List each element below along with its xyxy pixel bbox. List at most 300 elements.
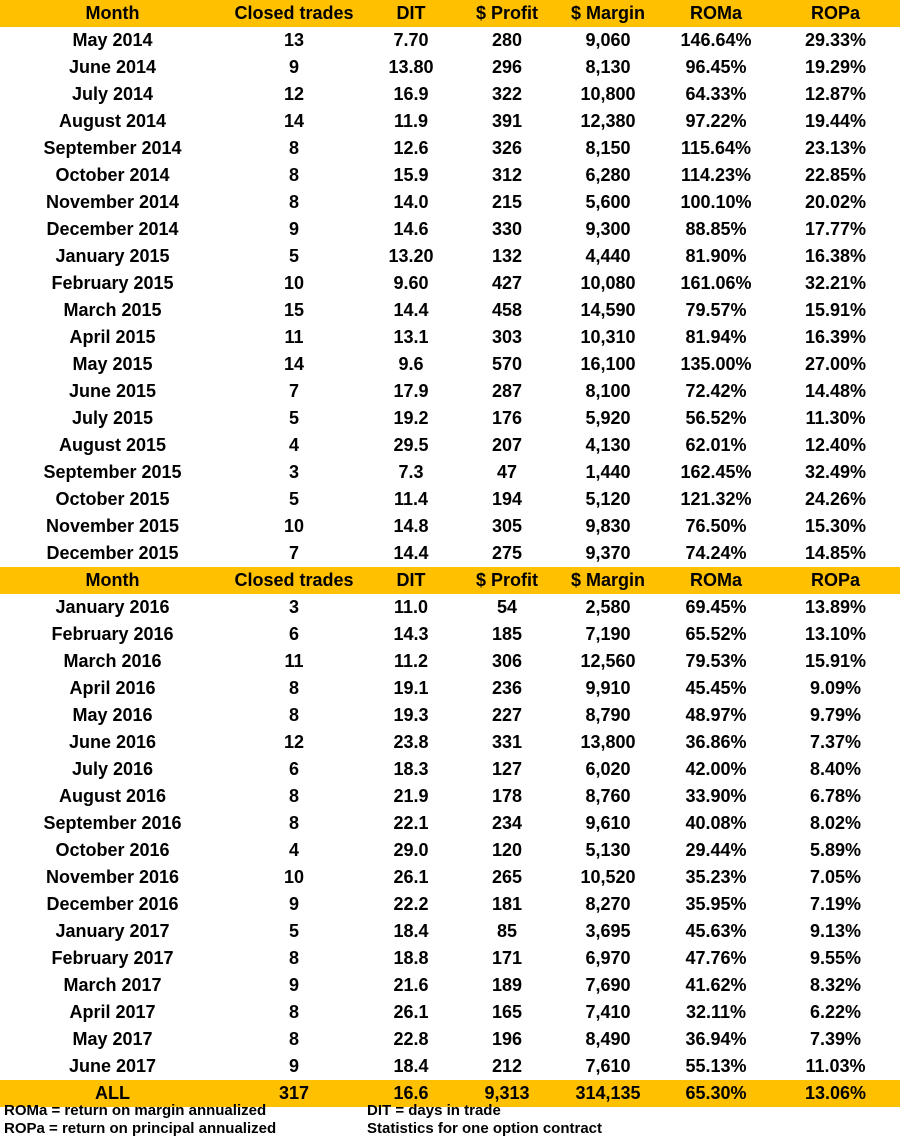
cell-month: December 2016 (46, 894, 179, 914)
cell-margin: 7,190 (585, 624, 631, 644)
header-cell-ropa: ROPa (810, 3, 861, 23)
cell-profit: 305 (491, 516, 523, 536)
cell-closed-trades: 3 (288, 462, 299, 482)
cell-dit: 22.8 (393, 1029, 429, 1049)
cell-roma: 69.45% (685, 597, 747, 617)
header-cell-margin: $ Margin (570, 3, 645, 23)
table-row (0, 594, 900, 621)
cell-month: April 2017 (69, 1002, 156, 1022)
cell-margin: 8,490 (585, 1029, 631, 1049)
cell-month: March 2015 (63, 300, 162, 320)
table-row (0, 378, 900, 405)
cell-roma: 40.08% (685, 813, 747, 833)
cell-ropa: 7.37% (809, 732, 862, 752)
cell-margin: 2,580 (585, 597, 631, 617)
cell-profit: 391 (491, 111, 523, 131)
cell-closed-trades: 9 (288, 1056, 299, 1076)
table-row (0, 1053, 900, 1080)
table-row (0, 297, 900, 324)
cell-ropa: 15.30% (804, 516, 867, 536)
cell-dit: 18.3 (393, 759, 429, 779)
cell-profit: 181 (491, 894, 523, 914)
table-row (0, 486, 900, 513)
cell-dit: 18.4 (393, 1056, 429, 1076)
cell-closed-trades: 11 (284, 327, 304, 347)
table-row (0, 810, 900, 837)
note-roma: ROMa = return on margin annualized (4, 1102, 267, 1119)
cell-month: June 2014 (68, 57, 157, 77)
cell-closed-trades: 9 (288, 219, 299, 239)
table-row (0, 324, 900, 351)
table-row (0, 783, 900, 810)
cell-margin: 5,600 (585, 192, 631, 212)
cell-profit: 458 (491, 300, 523, 320)
cell-dit: 18.4 (393, 921, 429, 941)
cell-month: August 2014 (58, 111, 167, 131)
cell-profit: 196 (491, 1029, 523, 1049)
cell-profit: 331 (491, 732, 523, 752)
cell-roma: 74.24% (685, 543, 747, 563)
cell-closed-trades: 10 (283, 273, 305, 293)
cell-month: August 2016 (58, 786, 167, 806)
cell-margin: 8,150 (585, 138, 631, 158)
cell-profit: 330 (491, 219, 523, 239)
cell-roma: 55.13% (685, 1056, 747, 1076)
cell-roma: 65.52% (685, 624, 747, 644)
cell-margin: 13,800 (580, 732, 636, 752)
cell-ropa: 17.77% (804, 219, 867, 239)
cell-ropa: 11.03% (805, 1056, 866, 1076)
cell-dit: 29.5 (393, 435, 429, 455)
cell-profit: 120 (491, 840, 523, 860)
cell-roma: 36.94% (685, 1029, 747, 1049)
cell-ropa: 6.22% (809, 1002, 862, 1022)
table-row (0, 675, 900, 702)
cell-profit: 326 (491, 138, 523, 158)
table-row (0, 189, 900, 216)
header-cell-month: Month (85, 3, 140, 23)
cell-roma: 47.76% (685, 948, 747, 968)
cell-profit: 280 (491, 30, 523, 50)
table-row (0, 1026, 900, 1053)
cell-month: August 2015 (58, 435, 167, 455)
cell-closed-trades: 10 (283, 516, 305, 536)
cell-ropa: 24.26% (804, 489, 867, 509)
cell-ropa: 19.44% (804, 111, 867, 131)
cell-roma: 76.50% (685, 516, 747, 536)
cell-month: October 2015 (55, 489, 170, 509)
cell-roma: 72.42% (685, 381, 747, 401)
cell-roma: 88.85% (685, 219, 747, 239)
cell-month: January 2016 (55, 597, 170, 617)
table-row (0, 405, 900, 432)
cell-ropa: 16.38% (804, 246, 867, 266)
table-row (0, 108, 900, 135)
cell-roma: 35.23% (685, 867, 747, 887)
cell-dit: 11.4 (393, 489, 429, 509)
cell-dit: 11.9 (393, 111, 429, 131)
cell-closed-trades: 7 (288, 543, 299, 563)
cell-month: January 2017 (55, 921, 170, 941)
note-ropa: ROPa = return on principal annualized (4, 1120, 277, 1137)
table-row (0, 216, 900, 243)
cell-dit: 11.2 (393, 651, 429, 671)
table-row (0, 513, 900, 540)
header-cell-month: Month (85, 570, 140, 590)
cell-dit: 14.6 (393, 219, 429, 239)
cell-margin: 9,370 (585, 543, 631, 563)
cell-profit: 427 (491, 273, 523, 293)
header-cell-closed-trades: Closed trades (234, 3, 354, 23)
cell-ropa: 5.89% (809, 840, 862, 860)
cell-profit: 171 (491, 948, 523, 968)
cell-closed-trades: 14 (283, 111, 305, 131)
cell-profit: 306 (491, 651, 523, 671)
cell-roma: 114.23% (680, 165, 752, 185)
cell-dit: 22.1 (393, 813, 429, 833)
header-cell-closed-trades: Closed trades (234, 570, 354, 590)
cell-ropa: 7.19% (809, 894, 862, 914)
cell-month: May 2016 (72, 705, 153, 725)
cell-dit: 26.1 (393, 867, 429, 887)
cell-month: November 2016 (45, 867, 180, 887)
table-row (0, 162, 900, 189)
cell-roma: 121.32% (680, 489, 752, 509)
cell-dit: 19.2 (393, 408, 429, 428)
cell-ropa: 13.89% (804, 597, 867, 617)
cell-dit: 12.6 (393, 138, 429, 158)
cell-dit: 16.6 (393, 1083, 429, 1103)
cell-roma: 36.86% (685, 732, 747, 752)
cell-closed-trades: 6 (288, 759, 299, 779)
cell-ropa: 11.30% (805, 408, 866, 428)
cell-margin: 10,520 (580, 867, 636, 887)
cell-month: March 2016 (63, 651, 162, 671)
cell-closed-trades: 7 (288, 381, 299, 401)
cell-roma: 96.45% (685, 57, 747, 77)
cell-closed-trades: 9 (288, 894, 299, 914)
cell-ropa: 12.40% (804, 435, 867, 455)
cell-profit: 85 (496, 921, 518, 941)
cell-roma: 65.30% (685, 1083, 747, 1103)
cell-profit: 234 (491, 813, 523, 833)
cell-roma: 56.52% (685, 408, 747, 428)
cell-month: June 2017 (68, 1056, 157, 1076)
cell-dit: 11.0 (393, 597, 429, 617)
cell-dit: 15.9 (393, 165, 429, 185)
table-row (0, 135, 900, 162)
table-row (0, 864, 900, 891)
cell-dit: 19.3 (393, 705, 429, 725)
cell-closed-trades: 9 (288, 57, 299, 77)
cell-ropa: 32.49% (804, 462, 867, 482)
cell-closed-trades: 14 (283, 354, 305, 374)
cell-month: May 2017 (72, 1029, 153, 1049)
header-cell-profit: $ Profit (475, 570, 538, 590)
cell-profit: 165 (491, 1002, 523, 1022)
cell-roma: 161.06% (680, 273, 752, 293)
cell-margin: 14,590 (580, 300, 636, 320)
cell-profit: 296 (491, 57, 523, 77)
cell-month: September 2014 (43, 138, 182, 158)
cell-ropa: 8.02% (809, 813, 862, 833)
cell-dit: 14.8 (393, 516, 429, 536)
cell-dit: 14.4 (393, 543, 429, 563)
cell-margin: 3,695 (585, 921, 631, 941)
cell-closed-trades: 15 (283, 300, 305, 320)
cell-month: July 2015 (71, 408, 154, 428)
cell-month: July 2016 (71, 759, 154, 779)
cell-dit: 9.60 (393, 273, 429, 293)
cell-roma: 42.00% (685, 759, 747, 779)
cell-margin: 8,100 (585, 381, 631, 401)
cell-roma: 115.64% (680, 138, 752, 158)
cell-ropa: 23.13% (804, 138, 867, 158)
cell-closed-trades: 8 (288, 192, 299, 212)
cell-closed-trades: 10 (283, 867, 305, 887)
cell-dit: 13.1 (393, 327, 429, 347)
cell-margin: 10,800 (580, 84, 636, 104)
note-dit: DIT = days in trade (367, 1102, 501, 1119)
cell-margin: 12,560 (580, 651, 636, 671)
cell-margin: 5,920 (585, 408, 631, 428)
cell-roma: 64.33% (685, 84, 747, 104)
cell-profit: 215 (491, 192, 523, 212)
cell-profit: 176 (491, 408, 523, 428)
cell-roma: 135.00% (680, 354, 752, 374)
table-row (0, 918, 900, 945)
cell-profit: 322 (491, 84, 523, 104)
cell-closed-trades: 5 (288, 489, 299, 509)
cell-ropa: 15.91% (804, 300, 867, 320)
cell-ropa: 13.06% (804, 1083, 867, 1103)
cell-margin: 314,135 (575, 1083, 641, 1103)
cell-ropa: 19.29% (804, 57, 867, 77)
cell-profit: 303 (491, 327, 523, 347)
header-cell-margin: $ Margin (570, 570, 645, 590)
cell-roma: 45.45% (685, 678, 747, 698)
cell-margin: 8,760 (585, 786, 631, 806)
cell-margin: 6,020 (585, 759, 631, 779)
cell-month: February 2017 (51, 948, 174, 968)
cell-ropa: 22.85% (804, 165, 867, 185)
cell-roma: 33.90% (685, 786, 747, 806)
cell-dit: 26.1 (393, 1002, 429, 1022)
cell-ropa: 14.48% (804, 381, 867, 401)
cell-month: June 2016 (68, 732, 157, 752)
cell-roma: 29.44% (685, 840, 747, 860)
cell-profit: 189 (491, 975, 523, 995)
cell-profit: 265 (491, 867, 523, 887)
header-row (0, 567, 900, 594)
header-cell-roma: ROMa (689, 3, 742, 23)
cell-ropa: 7.05% (809, 867, 862, 887)
cell-closed-trades: 9 (288, 975, 299, 995)
cell-month: ALL (95, 1083, 130, 1103)
cell-roma: 62.01% (685, 435, 747, 455)
cell-month: November 2014 (45, 192, 180, 212)
cell-margin: 9,300 (585, 219, 631, 239)
cell-month: October 2016 (55, 840, 170, 860)
cell-margin: 9,830 (585, 516, 631, 536)
cell-dit: 21.9 (393, 786, 429, 806)
cell-dit: 23.8 (393, 732, 429, 752)
cell-closed-trades: 8 (288, 1002, 299, 1022)
cell-closed-trades: 8 (288, 678, 299, 698)
cell-month: April 2016 (69, 678, 156, 698)
cell-closed-trades: 5 (288, 921, 299, 941)
cell-dit: 19.1 (393, 678, 429, 698)
cell-closed-trades: 8 (288, 1029, 299, 1049)
cell-closed-trades: 12 (283, 732, 305, 752)
cell-ropa: 29.33% (804, 30, 867, 50)
cell-month: April 2015 (69, 327, 156, 347)
cell-ropa: 14.85% (804, 543, 867, 563)
cell-margin: 6,280 (585, 165, 631, 185)
cell-ropa: 32.21% (804, 273, 867, 293)
table-row (0, 756, 900, 783)
cell-dit: 22.2 (393, 894, 429, 914)
cell-roma: 146.64% (680, 30, 752, 50)
cell-margin: 1,440 (585, 462, 631, 482)
cell-profit: 236 (491, 678, 523, 698)
cell-month: July 2014 (71, 84, 154, 104)
cell-dit: 14.4 (393, 300, 429, 320)
cell-ropa: 12.87% (804, 84, 867, 104)
cell-closed-trades: 4 (288, 435, 299, 455)
cell-margin: 8,790 (585, 705, 631, 725)
cell-roma: 81.94% (685, 327, 747, 347)
cell-closed-trades: 8 (288, 786, 299, 806)
cell-month: February 2015 (51, 273, 174, 293)
cell-dit: 14.3 (393, 624, 429, 644)
cell-profit: 9,313 (484, 1083, 530, 1103)
cell-dit: 9.6 (398, 354, 424, 374)
cell-roma: 79.57% (685, 300, 747, 320)
table-row (0, 243, 900, 270)
cell-profit: 570 (491, 354, 523, 374)
cell-profit: 132 (491, 246, 523, 266)
cell-margin: 4,130 (585, 435, 631, 455)
cell-ropa: 6.78% (809, 786, 862, 806)
cell-dit: 14.0 (393, 192, 429, 212)
cell-profit: 54 (496, 597, 518, 617)
cell-roma: 79.53% (685, 651, 747, 671)
cell-closed-trades: 13 (283, 30, 305, 50)
cell-ropa: 9.55% (809, 948, 862, 968)
table-row (0, 945, 900, 972)
cell-ropa: 20.02% (804, 192, 867, 212)
cell-profit: 227 (491, 705, 523, 725)
cell-roma: 35.95% (685, 894, 747, 914)
cell-month: January 2015 (55, 246, 170, 266)
table-row (0, 432, 900, 459)
cell-month: December 2014 (46, 219, 179, 239)
cell-closed-trades: 8 (288, 948, 299, 968)
cell-profit: 194 (491, 489, 523, 509)
cell-closed-trades: 6 (288, 624, 299, 644)
cell-profit: 207 (491, 435, 523, 455)
table-row (0, 621, 900, 648)
cell-month: December 2015 (46, 543, 179, 563)
cell-ropa: 9.79% (809, 705, 862, 725)
cell-closed-trades: 8 (288, 165, 299, 185)
cell-margin: 9,060 (585, 30, 631, 50)
cell-month: March 2017 (63, 975, 162, 995)
cell-profit: 275 (491, 543, 523, 563)
cell-closed-trades: 8 (288, 813, 299, 833)
table-row (0, 81, 900, 108)
cell-profit: 212 (491, 1056, 523, 1076)
cell-dit: 17.9 (393, 381, 429, 401)
cell-profit: 185 (491, 624, 523, 644)
cell-margin: 6,970 (585, 948, 631, 968)
cell-dit: 13.20 (388, 246, 434, 266)
cell-dit: 18.8 (393, 948, 429, 968)
cell-closed-trades: 3 (288, 597, 299, 617)
cell-margin: 10,080 (580, 273, 636, 293)
cell-ropa: 7.39% (809, 1029, 862, 1049)
cell-dit: 29.0 (393, 840, 429, 860)
table-row (0, 702, 900, 729)
cell-roma: 81.90% (685, 246, 747, 266)
cell-closed-trades: 12 (283, 84, 305, 104)
cell-margin: 7,610 (585, 1056, 631, 1076)
cell-margin: 12,380 (580, 111, 636, 131)
cell-roma: 162.45% (680, 462, 752, 482)
cell-dit: 7.3 (398, 462, 424, 482)
cell-profit: 47 (496, 462, 518, 482)
cell-margin: 10,310 (580, 327, 636, 347)
cell-ropa: 8.40% (809, 759, 862, 779)
table-row (0, 891, 900, 918)
cell-ropa: 15.91% (804, 651, 867, 671)
cell-ropa: 16.39% (804, 327, 867, 347)
cell-ropa: 13.10% (804, 624, 867, 644)
cell-month: November 2015 (45, 516, 180, 536)
cell-dit: 13.80 (388, 57, 434, 77)
cell-month: October 2014 (55, 165, 170, 185)
cell-margin: 7,690 (585, 975, 631, 995)
table-row (0, 351, 900, 378)
header-cell-dit: DIT (396, 570, 426, 590)
cell-margin: 5,130 (585, 840, 631, 860)
table-row (0, 27, 900, 54)
cell-roma: 41.62% (685, 975, 747, 995)
cell-profit: 312 (491, 165, 523, 185)
table-row (0, 837, 900, 864)
cell-closed-trades: 317 (278, 1083, 310, 1103)
cell-closed-trades: 4 (288, 840, 299, 860)
cell-margin: 9,910 (585, 678, 631, 698)
cell-margin: 9,610 (585, 813, 631, 833)
table-row (0, 54, 900, 81)
cell-dit: 7.70 (393, 30, 429, 50)
cell-roma: 97.22% (685, 111, 747, 131)
cell-month: September 2015 (43, 462, 182, 482)
cell-closed-trades: 11 (284, 651, 304, 671)
cell-roma: 48.97% (685, 705, 747, 725)
table-row (0, 459, 900, 486)
cell-roma: 100.10% (680, 192, 752, 212)
cell-margin: 8,130 (585, 57, 631, 77)
cell-margin: 8,270 (585, 894, 631, 914)
cell-margin: 5,120 (585, 489, 631, 509)
cell-closed-trades: 5 (288, 408, 299, 428)
cell-month: February 2016 (51, 624, 174, 644)
cell-dit: 21.6 (393, 975, 429, 995)
cell-closed-trades: 8 (288, 705, 299, 725)
